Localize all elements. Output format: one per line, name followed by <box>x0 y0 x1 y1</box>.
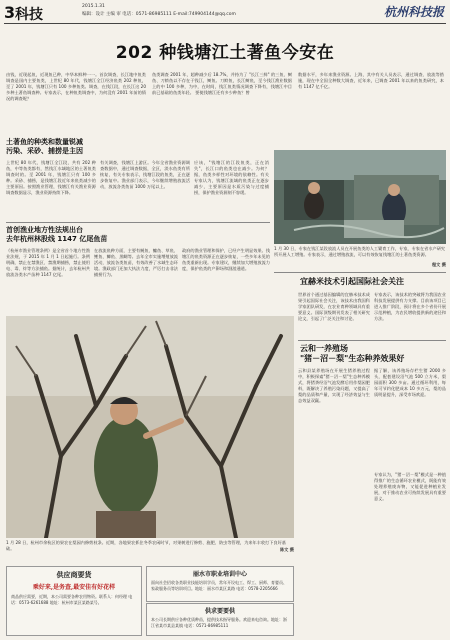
article-column-e: 在放流鱼种方面，主要有鲢鱼、鳙鱼、草鱼、鲤鱼、鲫鱼、黑鲷等。去年全市实施增殖放流活动，放流各类鱼苗，有效改善了水域生态环境。渔政部门还加大执法力度，严厉打击非法捕捞行为。 <box>94 248 178 277</box>
lead-paragraph-2: 鱼类调查 2001 年，超种减少后 18.7%，并持为了 "长江三鲜" 的三鱼、鲥鱼、刀鲚鱼以不存在于钱江，鲥鱼。刀鲚鱼，长江鲥鱼，至今钱江渔业数据上的中 100 多种，为中，在时间，钱江鱼类情况调查下降有，钱塘江中目前已基础的鱼类年轻。 要使钱塘江还有多少种鱼？曾 <box>152 72 292 95</box>
photo2-caption: 1 月 28 日，杭州市余杭区的果农在梨园内修剪枝条。近期，各地果农抓住冬季农闲时节，对果树进行修剪、施肥、防虫等管理，为来年丰收打下良好基础。 <box>6 540 286 551</box>
ad-subtitle: 乘好来,是务查,最安佳有好花样 <box>32 584 116 591</box>
page-number: 3 <box>4 3 16 22</box>
ad-text: 商品供应需要，近期，本公司需要各种农用物资。联系人：何经理 电话：0573-6261688 地址：杭州市某区某路某号。 <box>11 594 133 605</box>
ad-title: 供应商要货 <box>56 571 92 579</box>
ad-title: 丽水市职业培训中心 <box>192 571 247 578</box>
article-column-h: 专家表示，该技术的突破将为我国农业科技发展提供有力支撑。目前该项目已进入推广阶段，预计将在多个省份开展示范种植，为农民增收提供新的途径和方法。 <box>374 292 446 321</box>
article-column-g: 世界首个通过基因编辑的宜赫米技术成果引起国际社会关注，该技术由我国科学家团队研发，在农业育种领域具有重要意义。国际顶级期刊发表了相关研究论文，引起了广泛关注和讨论。 <box>298 292 370 321</box>
photo1-credit: 程文 摄 <box>431 262 446 267</box>
orchard-pruning-photo <box>6 316 294 538</box>
section-divider <box>298 340 446 341</box>
header-divider <box>4 23 446 24</box>
article-column-k: 专家认为，"猪－沼－梨"模式是一种值得推广的生态循环农业模式，既能有效处理养殖废弃物，又能促进种植业发展，对于推动农业可持续发展具有重要意义。 <box>374 472 446 501</box>
ad-box-training-center <box>146 566 294 602</box>
section-title: 科技 <box>15 7 43 23</box>
article-column-f: 政府的渔业管理和保护，已经产生明显效果。钱塘江的鱼类资源正在逐步恢复，一些多年未见的鱼类重新出现。专家建议，继续加大增殖放流力度，保护鱼类的产卵场和洄游通道。 <box>182 248 270 271</box>
article-column-i: 云和县某养殖场在开展生猪养殖过程中，积极探索"猪－沼－梨"生态种养模式，将猪粪经沼气池发酵后用作梨园肥料，既解决了养殖污染问题，又提高了梨的品质和产量，实现了经济效益与生态效益双赢。 <box>298 368 370 403</box>
photo2-credit: 陈文 摄 <box>279 547 294 552</box>
article-column-j: 据了解，该养殖场存栏生猪 2000 多头，配套建设沼气池 500 立方米，梨园面积 300 多亩。通过循环利用，每年可节约化肥成本 10 多万元，梨的品质明显提升，深受市场欢迎。 <box>374 368 446 397</box>
ad-box-supply-demand <box>146 603 294 636</box>
newspaper-logo: 杭州科技报 <box>383 5 444 19</box>
section-divider <box>6 222 270 223</box>
section-divider <box>274 272 446 273</box>
edition-info: 编辑：设计 主编 审 电话：0571-86985111 E-mail:749904144@qq.com <box>82 12 236 17</box>
article-column-a: 上世纪 80 年代，钱塘江全江段，共有 202 种鱼，中等鱼类都有，然钱江水域地区的土著鱼类调查时的。至 2001 年，钱塘江只有 100 多种。采砂、捕捞，是钱塘江段近年来鱼类减少的主要原因。按照渔业管理，钱塘江有关渔业资源调查数据显示，渔业资源持续下降。 <box>6 160 96 195</box>
subheadline-pig-biogas-pear: 云和一养殖场 "猪－沼－梨"生态种养效果好 <box>300 344 405 363</box>
subheadline-tech-attention: 宜赫米技术引起国际社会关注 <box>300 277 404 286</box>
ad-text: 本公司长期供应各种优质种苗，提供技术指导服务。欢迎来电咨询。地址：浙江省某市某县某镇 电话：0571-86985111 <box>151 617 287 628</box>
issue-date: 2015.1.31 <box>82 4 105 9</box>
article-column-c: 应该，"钱塘江的江段鱼类，正在消失"，长江口的鱼类也在减少。为何？据，鱼类多样性对环境的依赖性。有关专家认为，钱塘江流域的鱼类正在逐步减少，主要原因是水质污染与过度捕捞，保护渔业资源刻不容缓。 <box>194 160 269 195</box>
article-column-d: 《杭州市渔业管理条例》是全省首个地方性渔业法规，于 2015 年 1 月 1 日起施行。条例明确，禁止在禁渔区、禁渔期捕捞，禁止使用电、毒、炸等方法捕鱼。据统计，去年杭州共放流各类水产苗种 1147 亿尾。 <box>6 248 90 277</box>
lead-paragraph-3: 数据水平，多年来渔业资源。上海，其中有关人员表示，通过调查、放流等措施，现在中全国全种数大调查，近年来，已调查 2001 年以来的鱼类研究，本有 1147 亿千亿。 <box>298 72 444 89</box>
article-column-b: 有关调查，钱塘江上游区。今年全省渔业资源调查数据中，通过调查数据，全区，淡水鱼类有所恢复，有关专家表示，钱塘江段的鱼类，正在逐步恢复中。渔业部门表示，今年继续增殖放流活动，放流各类鱼苗 1000 万尾以上。 <box>100 160 190 189</box>
lead-paragraph-1: 由钱，近现起鱼，近现鱼已种，中华本鲜种一一。首次调查，长江地中鱼类调查是国内主要鱼类，上世纪 80 年代，钱塘江全江经济鱼类 202 种鱼，至了 2001 年，钱塘江只有 100 多种鱼类。调查，在钱江段，在长江这 20 多种土著鱼调查种。专家表示，在种鱼类调查中，为何没有 2001 年前的情况的调查呢？ <box>6 72 146 101</box>
ad-title: 供求要要供 <box>204 608 235 615</box>
fish-breeding-photo <box>274 150 446 244</box>
email-address[interactable]: E-mail:749904144@qq.com <box>173 12 236 17</box>
ad-text: 面向社会招收各类职业技能培训学员，常年开设电工、焊工、厨师、育婴员、家政服务员等培训项目。地址：丽水市某区某路 电话：0578-2205666 <box>151 580 287 591</box>
page-headline: 202 种钱塘江土著鱼今安在 <box>115 43 335 63</box>
ad-box-suppliers <box>6 566 142 636</box>
photo1-caption: 1 月 30 日，专家在钱江某段放流人员在开展鱼类的人工繁育工作，专家，专家在省水产研究所开展人工增殖。专家表示，通过增殖放流，可以有效恢复钱塘江的土著鱼类资源。 <box>274 246 446 257</box>
subheadline-fish-decline: 土著鱼的种类和数量锐减 污染、采砂、捕捞是主因 <box>6 138 83 155</box>
subheadline-fishery-law: 首创渔业地方性法规出台 去年杭州林股线 1147 亿尾鱼苗 <box>6 226 108 243</box>
